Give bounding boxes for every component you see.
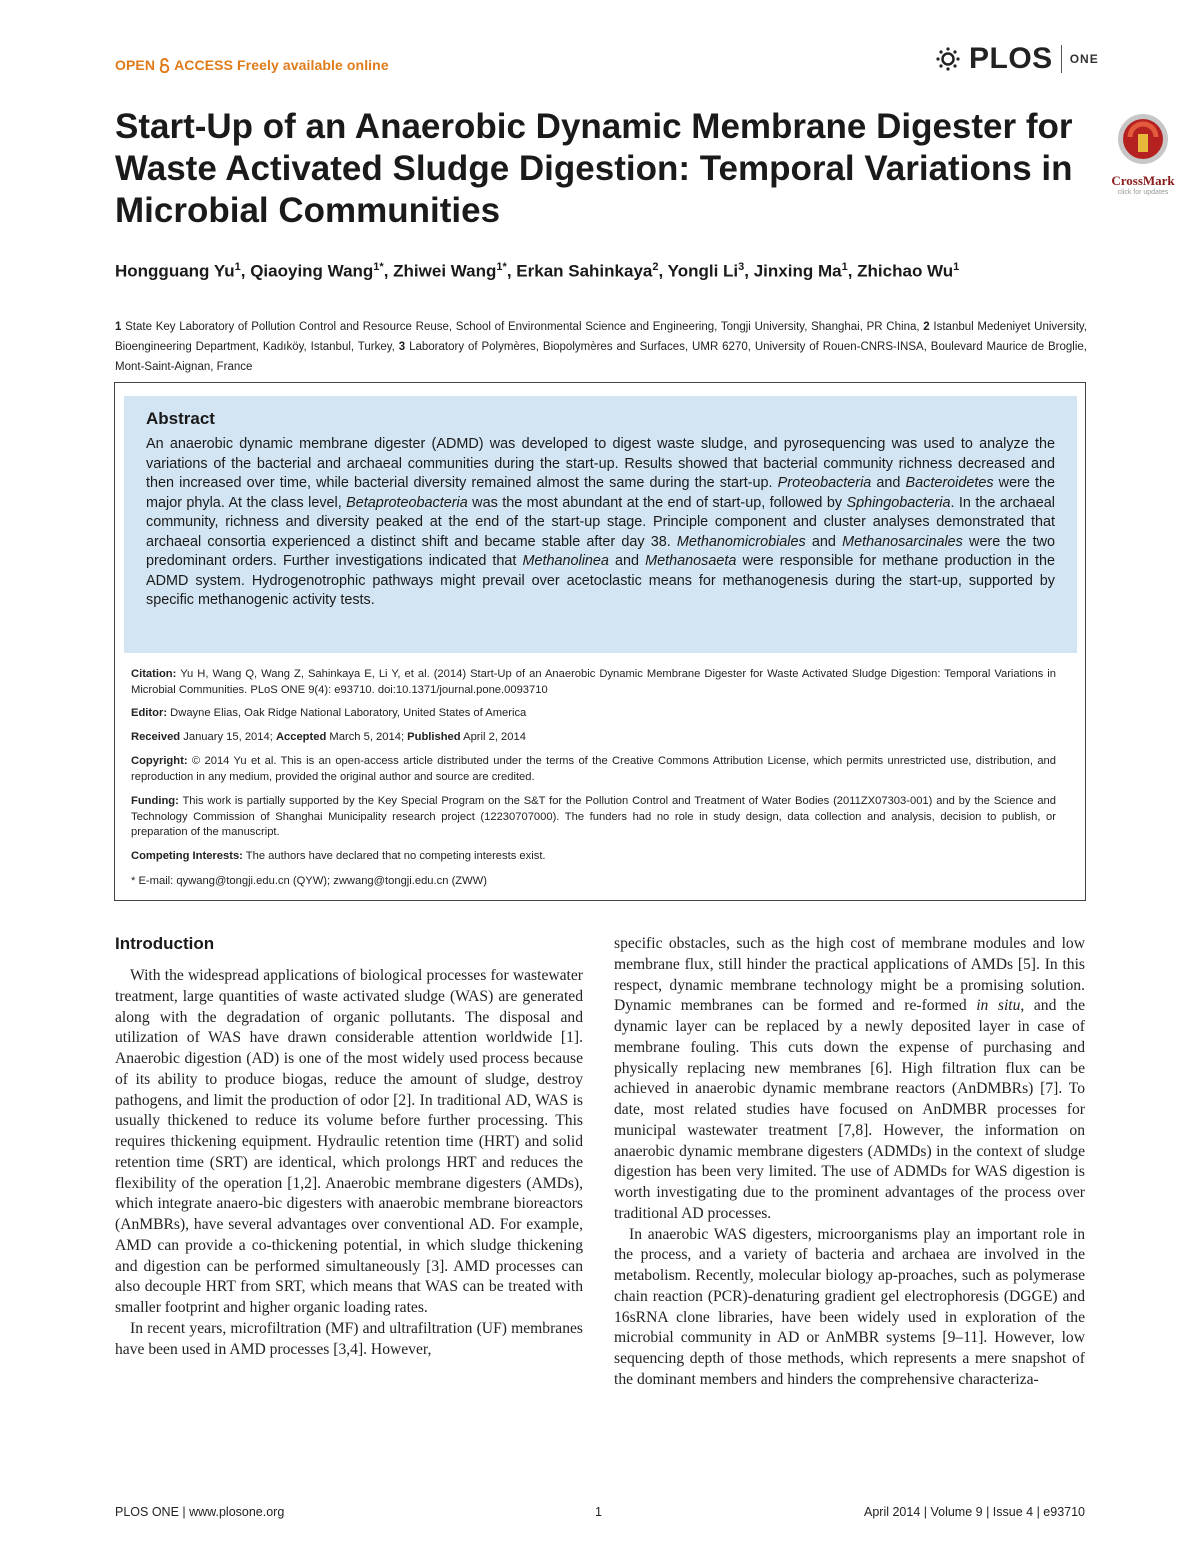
- affiliation-number: 2: [923, 321, 930, 333]
- author-affiliation-marker: 1: [841, 261, 848, 273]
- body-column-left: [115, 966, 583, 1360]
- author-separator: ,: [744, 261, 754, 281]
- affiliation-text: Istanbul Medeniyet University, Bioengineering Department, Kadıköy, Istanbul, Turkey,: [115, 321, 1087, 353]
- citation: Citation: Yu H, Wang Q, Wang Z, Sahinkaya E, Li Y, et al. (2014) Start-Up of an Anaerobic Dynamic Membrane Digester for Waste Activated Sludge Digestion: Temporal Variations in Microbial Communities. PLoS ONE 9(4): e93710. doi:10.1371/journal.pone.0093710: [131, 668, 1056, 696]
- author-name[interactable]: Yongli Li: [667, 261, 739, 281]
- dates: Received January 15, 2014; Accepted March 5, 2014; Published April 2, 2014: [131, 731, 526, 743]
- open-access-post: ACCESS Freely available online: [174, 57, 389, 73]
- author-separator: ,: [506, 261, 517, 281]
- author-separator: ,: [240, 261, 251, 281]
- author-list: [115, 252, 1085, 287]
- copyright: Copyright: © 2014 Yu et al. This is an open-access article distributed under the terms of the Creative Commons Attribution License, which permits unrestricted use, distribution, and reproduction in any medium, provided the original author and source are credited.: [131, 755, 1056, 783]
- author-name[interactable]: Zhichao Wu: [857, 261, 954, 281]
- open-access-banner: [115, 57, 389, 73]
- journal-sub: ONE: [1069, 52, 1099, 66]
- author-name[interactable]: Jinxing Ma: [753, 261, 842, 281]
- author-separator: ,: [847, 261, 858, 281]
- journal-logo[interactable]: [935, 42, 1099, 76]
- crossmark-label: CrossMark: [1111, 173, 1175, 188]
- funding: Funding: This work is partially supported by the Key Special Program on the S&T for the Pollution Control and Treatment of Water Bodies (2011ZX07303-001) and by the Science and Technology Commission of Shanghai Municipality research project (12230707000). The funders had no role in study design, data collection and analysis, decision to publish, or preparation of the manuscript.: [131, 795, 1056, 838]
- body-column-right: [614, 934, 1085, 1391]
- open-lock-icon: [158, 58, 171, 73]
- author-affiliation-marker: 1*: [373, 261, 384, 273]
- introduction-heading: Introduction: [115, 934, 215, 953]
- competing-interests: Competing Interests: The authors have declared that no competing interests exist.: [131, 850, 546, 862]
- author-name[interactable]: Qiaoying Wang: [250, 261, 374, 281]
- plos-burst-icon: [935, 46, 961, 72]
- affiliation-text: Laboratory of Polymères, Biopolymères and Surfaces, UMR 6270, University of Rouen-CNRS-INSA, Boulevard Maurice de Broglie, Mont-Saint-Aignan, France: [115, 341, 1087, 373]
- email: * E-mail: qywang@tongji.edu.cn (QYW); zwwang@tongji.edu.cn (ZWW): [131, 875, 487, 887]
- paragraph: In recent years, microfiltration (MF) and ultrafiltration (UF) membranes have been used in AMD processes [3,4]. However,: [115, 1319, 583, 1358]
- author-name[interactable]: Zhiwei Wang: [393, 261, 497, 281]
- article-title: Start-Up of an Anaerobic Dynamic Membrane Digester for Waste Activated Sludge Digestion: Temporal Variations in Microbial Communities: [115, 107, 1073, 230]
- author-affiliation-marker: 1*: [496, 261, 507, 273]
- journal-brand: PLOS: [969, 42, 1053, 75]
- author-name[interactable]: Erkan Sahinkaya: [516, 261, 653, 281]
- logo-divider: [1061, 45, 1062, 73]
- abstract-text: An anaerobic dynamic membrane digester (ADMD) was developed to digest waste sludge, and pyrosequencing was used to analyze the variations of the bacterial and archaeal communities during the start-up. Results showed that bacterial community richness decreased and then increased over time, while bacterial diversity remained almost the same during the start-up. Proteobacteria and Bacteroidetes were the major phyla. At the class level, Betaproteobacteria was the most abundant at the end of start-up, followed by Sphingobacteria. In the archaeal community, richness and diversity peaked at the end of the start-up stage. Principle component and cluster analyses demonstrated that archaeal consortia experienced a distinct shift and became stable after day 38. Methanomicrobiales and Methanosarcinales were the two predominant orders. Further investigations indicated that Methanolinea and Methanosaeta were responsible for methane production in the ADMD system. Hydrogenotrophic pathways might prevail over acetoclastic means for methanogenesis during the start-up, supported by specific methanogenic activity tests.: [146, 436, 1056, 608]
- paragraph: With the widespread applications of biological processes for wastewater treatment, large quantities of waste activated sludge (WAS) are generated along with the degradation of organic pollutants. The disposal and utilization of WAS have drawn considerable attention worldwide [1]. Anaerobic digestion (AD) is one of the most widely used process because of its ability to produce biogas, reduce the amount of sludge, destroy pathogens, and limit the production of odor [2]. In traditional AD, WAS is usually thickened to reduce its volume before further processing. This requires thickening equipment. Hydraulic retention time (HRT) and solid retention time (SRT) are identical, which prolongs HRT and reduces the flexibility of the operation [1,2]. Anaerobic membrane digesters (AMDs), which integrate anaero-bic digesters with anaerobic membrane bioreactors (AnMBRs), have several advantages over conventional AD. For example, AMD can provide a co-thickening potential, in which sludge thickening and digestion can be performed simultaneously [3]. AMD processes can also decouple HRT from SRT, which means that WAS can be treated with smaller footprint and higher organic loading rates.: [115, 967, 583, 1316]
- open-access-pre: OPEN: [115, 57, 156, 73]
- author-affiliation-marker: 3: [738, 261, 745, 273]
- author-affiliation-marker: 1: [234, 261, 241, 273]
- footer-issue: April 2014 | Volume 9 | Issue 4 | e93710: [864, 1505, 1085, 1519]
- author-separator: ,: [383, 261, 394, 281]
- page-number: 1: [595, 1505, 602, 1519]
- affiliation-number: 1: [115, 321, 122, 333]
- editor: Editor: Dwayne Elias, Oak Ridge National Laboratory, United States of America: [131, 707, 527, 719]
- crossmark-badge[interactable]: [1103, 112, 1183, 196]
- footer-journal[interactable]: PLOS ONE | www.plosone.org: [115, 1505, 285, 1519]
- author-name[interactable]: Hongguang Yu: [115, 261, 235, 281]
- author-affiliation-marker: 1: [953, 261, 960, 273]
- author-affiliation-marker: 2: [652, 261, 659, 273]
- affiliation-text: State Key Laboratory of Pollution Control and Resource Reuse, School of Environmental Science and Engineering, Tongji University, Shanghai, PR China,: [125, 321, 924, 333]
- abstract-box: [124, 396, 1077, 653]
- crossmark-icon: [1116, 112, 1170, 166]
- author-separator: ,: [658, 261, 668, 281]
- paragraph: In anaerobic WAS digesters, microorganisms play an important role in the process, and a variety of bacteria and archaea are involved in the metabolism. Recently, molecular biology ap-proaches, such as polymerase chain reaction (PCR)-denaturing gradient gel electrophoresis (DGGE) and 16sRNA clone libraries, have been widely used in exploration of the microbial community in AD or AnMBR systems [9–11]. However, low sequencing depth of those methods, which represents a mere snapshot of the dominant members and hinders the comprehensive characteriza-: [614, 1225, 1085, 1388]
- crossmark-sub: click for updates: [1117, 189, 1169, 196]
- affiliation-number: 3: [398, 341, 406, 353]
- affiliations: [115, 317, 1087, 377]
- paragraph: specific obstacles, such as the high cost of membrane modules and low membrane flux, still hinder the practical applications of AMDs [5]. In this respect, dynamic membrane technology might be a promising solution. Dynamic membranes can be formed and re-formed in situ, and the dynamic layer can be replaced by a newly deposited layer in case of membrane fouling. This cuts down the expense of purchasing and physically replacing new membranes [6]. High filtration flux can be achieved in anaerobic dynamic membrane reactors (AnDMBRs) [7]. To date, most related studies have focused on AnDMBR processes for municipal wastewater treatment [7,8]. However, the information on anaerobic dynamic membrane digesters (ADMDs) in the context of sludge digestion has been very limited. The use of ADMDs for WAS digestion is worth investigating due to the prominent advantages of the process over traditional AD processes.: [614, 935, 1085, 1222]
- abstract-heading: Abstract: [146, 409, 215, 428]
